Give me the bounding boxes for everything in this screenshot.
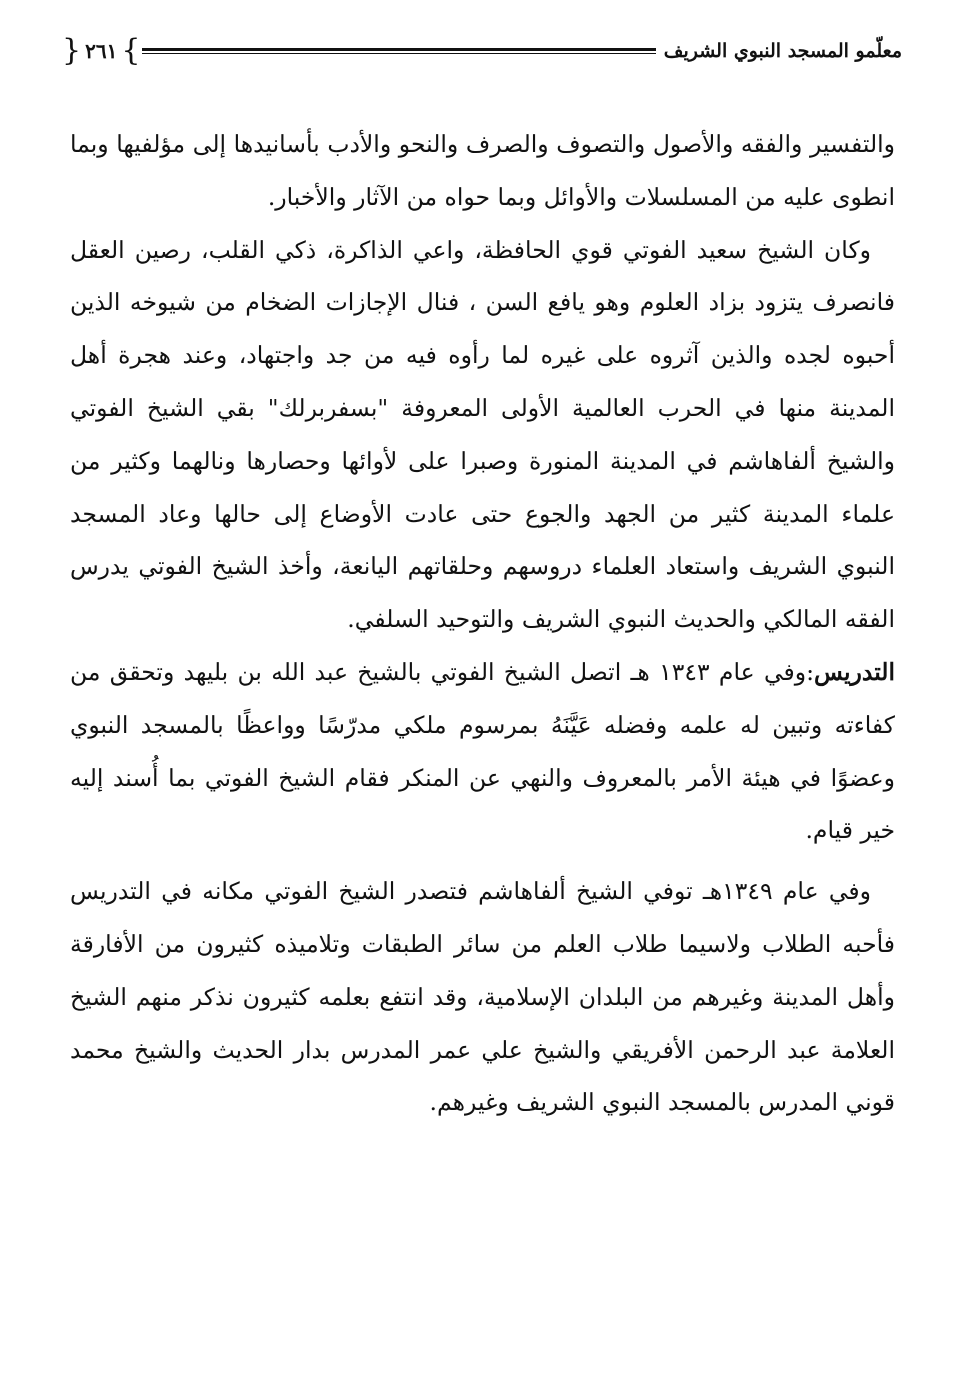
page-body	[70, 118, 895, 1129]
open-brace-ornament: }	[121, 33, 141, 68]
header-rule	[142, 48, 655, 54]
running-title: معلّمو المسجد النبوي الشريف	[663, 40, 902, 62]
section-label-teaching: التدريس	[814, 657, 895, 686]
paragraph-4: وفي عام ١٣٤٩هـ توفي الشيخ ألفاهاشم فتصدر الشيخ الفوتي مكانه في التدريس فأحبه الطلاب ولاسيما طلاب العلم من سائر الطبقات وتلاميذه كثيرون من الأفارقة وأهل المدينة وغيرهم من البلدان الإسلامية، وقد انتفع بعلمه كثيرون نذكر منهم الشيخ العلامة عبد الرحمن الأفريقي والشيخ علي عمر المدرس بدار الحديث والشيخ محمد قوني المدرس بالمسجد النبوي الشريف وغيرهم.	[70, 877, 895, 1117]
paragraph-3	[70, 646, 895, 857]
paragraph-2: وكان الشيخ سعيد الفوتي قوي الحافظة، واعي الذاكرة، ذكي القلب، رصين العقل فانصرف يتزود بزاد العلوم وهو يافع السن ، فنال الإجازات الضخام من شيوخه الذين أحبوه لجده والذين آثروه على غيره لما رأوه فيه من جد واجتهاد، وعند هجرة أهل المدينة منها في الحرب العالمية الأولى المعروفة "بسفربرلك" بقي الشيخ الفوتي والشيخ ألفاهاشم في المدينة المنورة وصبرا على لأوائها وحصارها ونالهما وكثير من علماء المدينة كثير من الجهد والجوع حتى عادت الأوضاع إلى حالها وعاد المسجد النبوي الشريف واستعاد العلماء دروسهم وحلقاتهم اليانعة، وأخذ الشيخ الفوتي يدرس الفقه المالكي والحديث النبوي الشريف والتوحيد السلفي.	[70, 235, 895, 634]
paragraph-1: والتفسير والفقه والأصول والتصوف والصرف والنحو والأدب بأسانيدها إلى مؤلفيها وبما انطوى عليه من المسلسلات والأوائل وبما حواه من الآثار والأخبار.	[70, 130, 895, 211]
page-number-box	[62, 33, 141, 68]
close-brace-ornament: {	[62, 33, 82, 68]
page-header	[62, 28, 902, 74]
page-number: ٢٦١	[85, 39, 118, 63]
paragraph-gap	[70, 857, 895, 865]
paragraph-3-text: :وفي عام ١٣٤٣ هـ اتصل الشيخ الفوتي بالشيخ عبد الله بن بليهد وتحقق من كفاءته وتبين له علمه وفضله عَيَّنَهُ بمرسوم ملكي مدرّسًا وواعظًا بالمسجد النبوي وعضوًا في هيئة الأمر بالمعروف والنهي عن المنكر فقام الشيخ الفوتي بما أُسند إليه خير قيام.	[70, 657, 895, 845]
